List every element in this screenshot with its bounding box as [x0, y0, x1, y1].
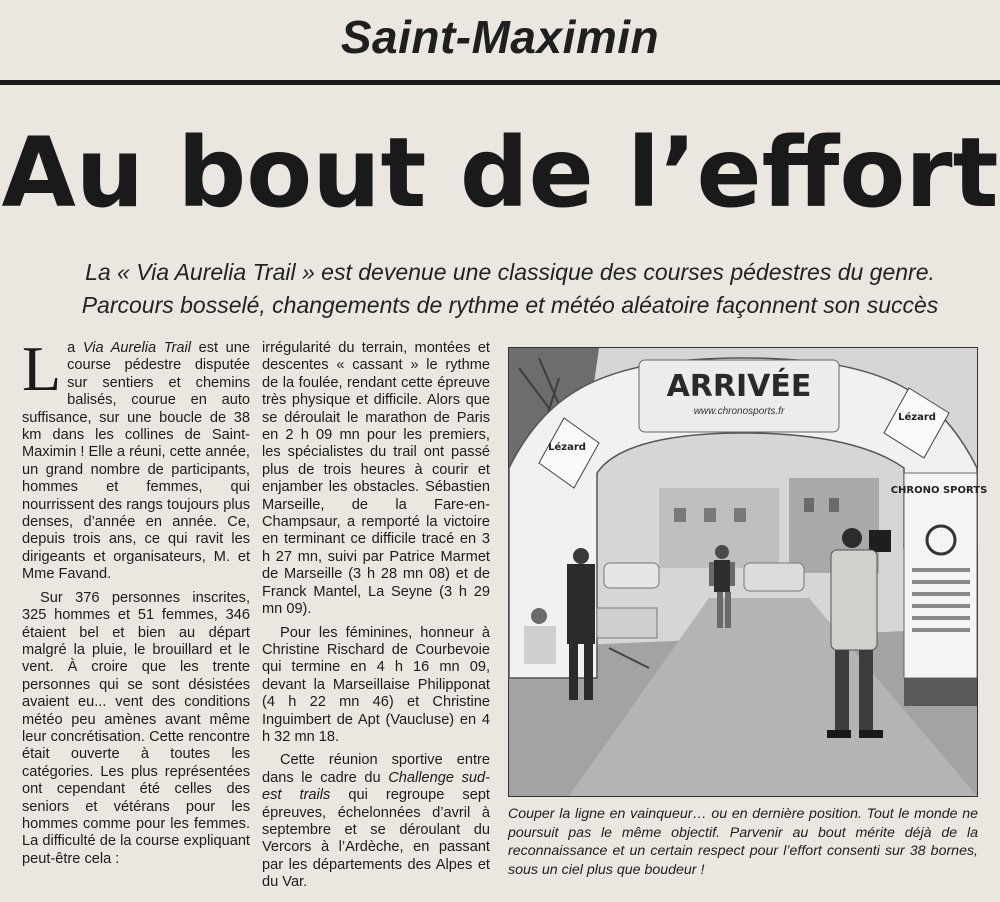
column1-paragraph-2: Sur 376 personnes inscrites, 325 hommes et 51 femmes, 346 étaient bel et bien au départ malgré la pluie, le brouillard et le vent. À croire que les trente personnes qui se sont désistées avaient eu... vent des conditions météo peu amènes avant même leur concrétisation. Cette rencontre était ouverte à toutes les catégories. Les plus représentées ont cependant été celles des seniors et vétérans pour les hommes comme pour les femmes. La difficulté de la course expliquant peut-être cela :: [22, 589, 250, 867]
arch-title: ARRIVÉE: [666, 369, 812, 404]
column2-paragraph-3: Cette réunion sportive entre dans le cadre du Challenge sud-est trails qui regroupe sept épreuves, échelonnées d’avril à septembre et se déroulant du Vercors à l’Ardèche, en passant par les départements des Alpes et du Var.: [262, 752, 490, 891]
column1-paragraph-1: La Via Aurelia Trail est une course pédestre disputée sur sentiers et chemins balisés, courue en auto suffisance, sur une boucle de 38 km dans les collines de Saint-Maximin ! Elle a réuni, cette année, un grand nombre de participants, hommes et femmes, qui nourrissent des rangs toujours plus denses, d’année en année. Ce, depuis trois ans, ce qui ravit les dirigeants et organisateurs, M. et Mme Favand.: [22, 333, 250, 583]
photo-caption: Couper la ligne en vainqueur… ou en dernière position. Tout le monde ne poursuit pas le même objectif. Parvenir au bout mérite déjà de la reconnaissance et un certain respect pour l’effort consenti sur 38 bornes, sous un ciel plus que boudeur !: [508, 806, 978, 878]
headline: Au bout de l’effort: [1, 117, 999, 229]
finish-line-photo: [508, 347, 988, 797]
sponsor-left: Lézard: [548, 442, 586, 453]
sponsor-right: Lézard: [898, 412, 936, 423]
column2-paragraph-1: irrégularité du terrain, montées et descentes « cassant » le rythme de la foulée, rendant cette épreuve très physique et difficile. Alors que se déroulait le marathon de Paris en 2 h 09 mn pour les premiers, les spécialistes du trail ont passé plus de trois heures à courir et enjamber les obstacles. Sébastien Marseille, de la Fare-en-Champsaur, a remporté la victoire en terminant ce difficile tracé en 3 h 27 mn, suivi par Patrice Marmet de Marseille (3 h 28 mn 08) et de Franck Mantel, La Seyne (3 h 29 mn 09).: [262, 340, 490, 618]
article-column-2: [262, 340, 490, 898]
section-kicker: Saint-Maximin: [340, 11, 660, 63]
event-name: Via Aurelia Trail: [82, 340, 191, 356]
arch-url: www.chronosports.fr: [693, 406, 785, 417]
challenge-name: Challenge sud-est trails: [262, 769, 490, 804]
deck-line-1: La « Via Aurelia Trail » est devenue une classique des courses pédestres du genre.: [85, 259, 935, 285]
deck-line-2: Parcours bosselé, changements de rythme et météo aléatoire façonnent son succès: [81, 292, 939, 318]
chrono-banner: CHRONO SPORTS: [890, 485, 988, 496]
article-column-1: [22, 333, 250, 874]
deck: [40, 256, 980, 322]
column2-paragraph-2: Pour les féminines, honneur à Christine Rischard de Courbevoie qui termine en 4 h 16 mn 09, devant la Marseillaise Philipponat (4 h 22 mn 46) et Christine Inguimbert de Apt (Vaucluse) en 4 h 32 mn 18.: [262, 624, 490, 745]
section-rule: [0, 80, 1000, 85]
drop-cap: L: [22, 333, 62, 404]
